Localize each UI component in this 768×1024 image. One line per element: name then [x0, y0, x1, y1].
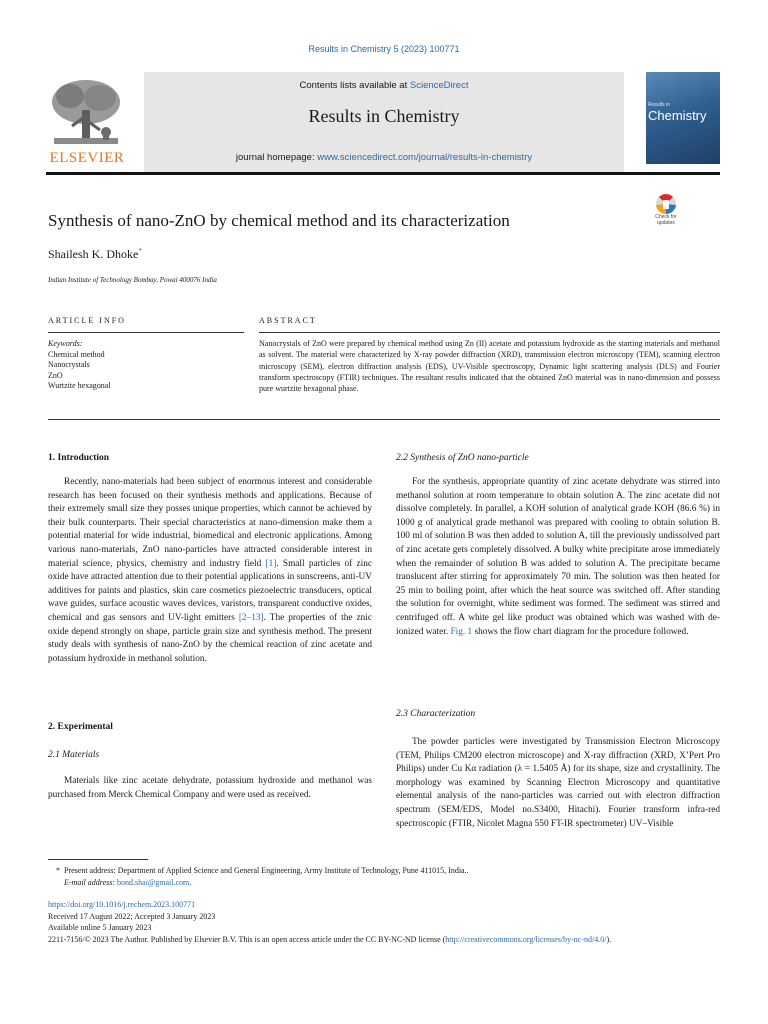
intro-text: . Small particles of zinc oxide have attracted attention due to their potential applications in sunscreens, anti-UV additives for paints and plastics, skin care cosmetics piezoelectric transducers, optical wave guides, surface acoustic waves devices, varistors, transparent conductive oxides, chemical and gas sensors and UV-light emitters [48, 558, 372, 623]
license-line [48, 934, 720, 946]
article-title: Synthesis of nano-ZnO by chemical method and its characterization [48, 211, 510, 230]
abstract-bottom-rule [48, 419, 720, 420]
intro-text: . The properties of the znic oxide depend strongly on shape, particle grain size and synthesis method. The present study deals with synthesis of nano-ZnO by the chemical reaction of zinc acetate and potassium hydroxide in methanol solution. [48, 612, 372, 664]
materials-heading: 2.1 Materials [48, 750, 100, 760]
author-name [48, 247, 142, 262]
footnote-mark: * [56, 866, 60, 875]
keyword-item: ZnO [48, 370, 63, 380]
footnote-rule [48, 859, 148, 860]
introduction-heading: 1. Introduction [48, 453, 110, 463]
publication-meta [48, 899, 720, 945]
crossmark-label: Check for updates [655, 214, 677, 226]
affiliation: Indian Institute of Technology Bombay, Powai 400076 India [48, 276, 217, 284]
keyword-item: Chemical method [48, 349, 105, 359]
keywords-label: Keywords: [48, 339, 83, 348]
intro-text: Recently, nano-materials had been subject of enormous interest and considerable research has been focused on their synthesis methods and applications. Because of their extremely small size they posses unique properties, which cannot be achieved by their bulk counterparts. Their special characteristics at nano-dimension make them a potential material for wide industrial, biomedical and electronic applications. Among various nano-materials, ZnO nano-particles have attracted considerable interest in material science, physics, chemistry and industry field [48, 477, 372, 569]
abstract-text: Nanocrystals of ZnO were prepared by chemical method using Zn (II) acetate and potassium hydroxide as the starting materials and methanol as solvent. The material were characterized by X-ray powder diffraction (XRD), transmission electron microscopy (TEM), scanning electron microscopy (SEM), electron diffraction analysis (EDS), UV-Visible spectroscopy, Dynamic light scattering analysis (DLS) and Fourier transform spectroscopy (FTIR) techniques. The resultant results indicated that the obtained ZnO material was in nano-dimension and possess pure wurtzite hexagonal phase. [259, 339, 720, 394]
experimental-heading: 2. Experimental [48, 722, 113, 732]
elsevier-wordmark: ELSEVIER [49, 150, 125, 166]
abstract-rule [259, 332, 720, 333]
license-link[interactable]: http://creativecommons.org/licenses/by-nc-nd/4.0/ [445, 934, 607, 944]
present-address [48, 865, 720, 877]
email-label: E-mail address: [64, 878, 118, 887]
present-address-text: Present address: Department of Applied Science and General Engineering, Army Institute of Technology, Pune 411015, India.. [64, 866, 469, 875]
email-line [48, 877, 720, 889]
contents-line [144, 80, 624, 91]
abstract-heading: ABSTRACT [259, 316, 317, 325]
article-info-rule [48, 332, 244, 333]
journal-name: Results in Chemistry [308, 106, 460, 126]
introduction-paragraph [48, 476, 372, 666]
header-rule [46, 172, 720, 175]
cover-small-text: Results in [648, 102, 670, 108]
author-text: Shailesh K. Dhoke [48, 247, 139, 261]
synthesis-heading: 2.2 Synthesis of ZnO nano-particle [396, 453, 529, 463]
homepage-line [144, 152, 624, 163]
characterization-heading: 2.3 Characterization [396, 709, 476, 719]
homepage-link[interactable]: www.sciencedirect.com/journal/results-in-chemistry [317, 152, 533, 163]
journal-reference[interactable]: Results in Chemistry 5 (2023) 100771 [308, 44, 460, 54]
email-link[interactable]: bond.shai@gmail.com [117, 878, 190, 887]
doi-link[interactable]: https://doi.org/10.1016/j.rechem.2023.100771 [48, 900, 196, 909]
characterization-paragraph: The powder particles were investigated by Transmission Electron Microscopy (TEM, Philips CM200 electron microscope) and X-ray diffraction (XRD, X’Pert Pro Philips) under Cu Kα radiation (λ = 1.5405 Å) for its shape, size and crystallinity. The morphology was examined by Scanning Electron Microscopy and quantitative elemental analysis of the nano-particles was carried out with electron diffraction spectrum (SEM/EDS, Model no.S3400, Hitachi). Fourier transform infra-red spectroscopic (FTIR, Nicolet Magna 550 FT-IR spectrometer) UV–Visible [396, 737, 720, 829]
synthesis-paragraph [396, 476, 720, 639]
keyword-item: Nanocrystals [48, 360, 90, 369]
synthesis-text: shows the flow chart diagram for the procedure followed. [472, 626, 689, 637]
keywords-block [48, 339, 244, 392]
author-footnote-mark[interactable]: * [138, 247, 142, 255]
cover-title: Chemistry [648, 108, 707, 123]
contents-prefix: Contents lists available at [299, 80, 410, 91]
available-line: Available online 5 January 2023 [48, 923, 152, 932]
license-suffix: ). [606, 934, 612, 944]
synthesis-text: For the synthesis, appropriate quantity of zinc acetate dehydrate was stirred into methanol solution at room temperature to obtain solution A. The zinc acetate did not dissolve completely. In parallel, a KOH solution of analytical grade KOH (86.6 %) in 1000 g of analytical grade methanol was prepared with cooling to obtain solution B. 100 ml of solution B was then added to solution A, till the previously undissolved part of zinc acetate gets completely dissolved. A bulky white precipitate arose immediately when the remainder of solution B was added to solution A. The precipitate became translucent after stirring for approximately 70 min. The solution was then heated for 25 min to boiling point, after which the heat source was switched off. After standing the solution for overnight, white sediment was formed. The sediment was stirred and centrifuged off. A white gel like product was obtained which was washed with de-ionized water. [396, 477, 720, 637]
license-prefix: 2211-7156/© 2023 The Author. Published by Elsevier B.V. This is an open access article under the CC BY-NC-ND license ( [48, 934, 446, 944]
citation-link[interactable]: [2–13] [238, 612, 264, 623]
received-line: Received 17 August 2022; Accepted 3 January 2023 [48, 911, 216, 921]
citation-link[interactable]: [1] [265, 558, 277, 569]
article-info-heading: ARTICLE INFO [48, 316, 126, 325]
keyword-item: Wurtzite hexagonal [48, 381, 111, 390]
email-end: . [189, 878, 192, 887]
sciencedirect-link[interactable]: ScienceDirect [409, 80, 469, 91]
footnote [48, 865, 720, 889]
homepage-label: journal homepage: [235, 152, 318, 163]
figure-link[interactable]: Fig. 1 [450, 626, 473, 637]
materials-paragraph: Materials like zinc acetate dehydrate, potassium hydroxide and methanol was purchased from Merck Chemical Company and were used as received. [48, 776, 372, 800]
